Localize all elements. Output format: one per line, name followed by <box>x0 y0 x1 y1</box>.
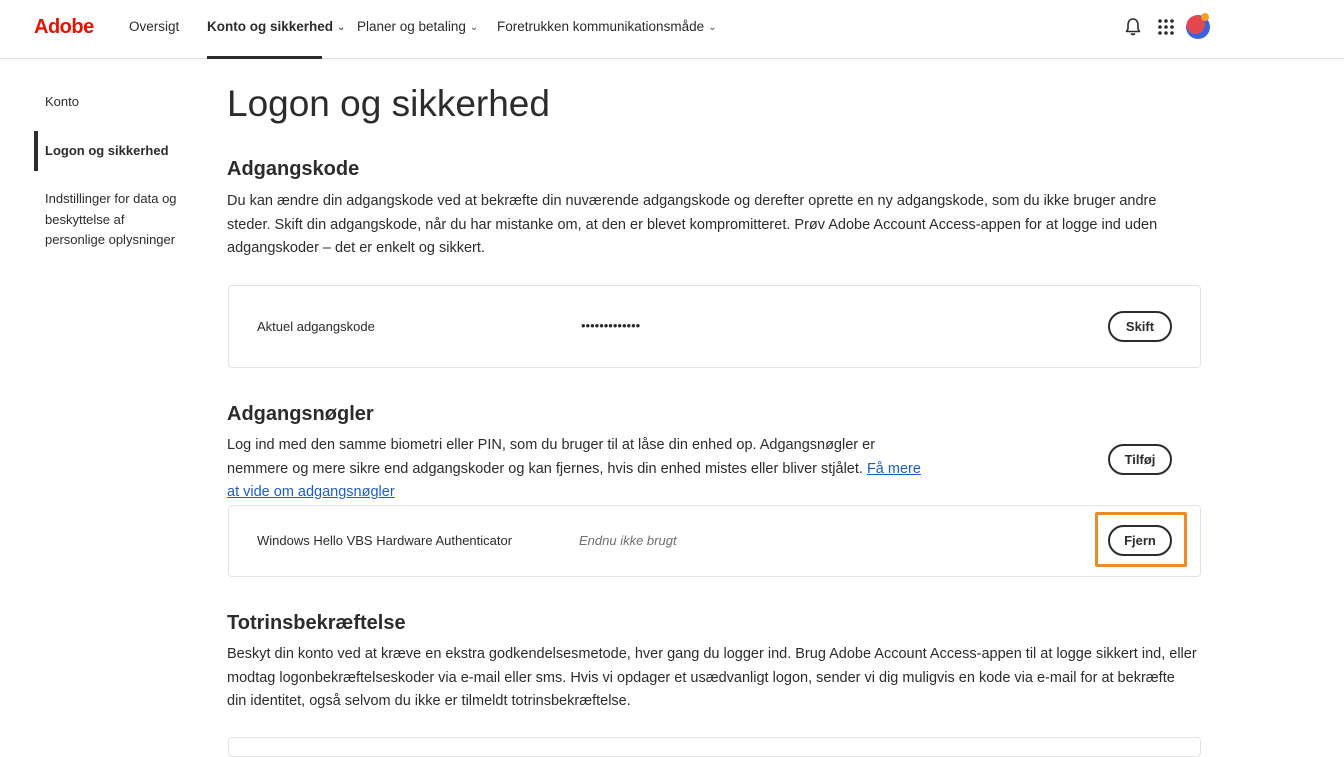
passkey-device-name: Windows Hello VBS Hardware Authenticator <box>257 533 513 548</box>
bell-icon[interactable] <box>1122 16 1144 38</box>
nav-item-konto-og-sikkerhed[interactable] <box>207 19 345 34</box>
two-factor-card <box>228 737 1201 757</box>
passkeys-heading: Adgangsnøgler <box>227 403 374 425</box>
nav-item-label: Konto og sikkerhed <box>207 19 334 34</box>
passkey-device-status: Endnu ikke brugt <box>579 533 677 548</box>
sidebar-active-indicator <box>34 131 38 171</box>
nav-item-foretrukken-kommunikationsmade[interactable] <box>497 19 716 34</box>
notification-dot <box>1201 13 1209 21</box>
passkeys-description <box>227 434 927 505</box>
current-password-value: ••••••••••••• <box>581 318 641 333</box>
chevron-down-icon: ⌄ <box>337 22 346 33</box>
nav-item-label: Planer og betaling <box>357 19 466 34</box>
nav-item-planer-og-betaling[interactable] <box>357 19 478 34</box>
chevron-down-icon: ⌄ <box>708 22 717 33</box>
active-nav-indicator <box>207 56 322 59</box>
adobe-logo[interactable]: Adobe <box>34 16 94 38</box>
sidebar-item-data-privacy[interactable]: Indstillinger for data og beskyttelse af personlige oplysninger <box>45 191 177 247</box>
top-navigation <box>0 0 1344 59</box>
app-grid-icon[interactable] <box>1155 16 1177 38</box>
current-password-label: Aktuel adgangskode <box>257 319 375 334</box>
two-factor-heading: Totrinsbekræftelse <box>227 612 406 634</box>
nav-item-label: Oversigt <box>129 19 180 34</box>
nav-item-label: Foretrukken kommunikationsmåde <box>497 19 705 34</box>
password-description: Du kan ændre din adgangskode ved at bekræfte din nuværende adgangskode og derefter oprette en ny adgangskode, som du ikke bruger andre steder. Skift din adgangskode, når du har mistanke om, at den er blevet kompromitteret. Prøv Adobe Account Access-appen for at logge ind uden adgangskoder – det er enkelt og sikkert. <box>227 193 1158 256</box>
chevron-down-icon: ⌄ <box>469 22 479 33</box>
nav-item-oversigt[interactable] <box>129 19 179 34</box>
password-card <box>228 285 1201 368</box>
passkeys-description-text: Log ind med den samme biometri eller PIN, som du bruger til at låse din enhed op. Adgangsnøgler er nemmere og mere sikre end adgangskoder og kan fjernes, hvis din enhed mistes eller bliver stjålet. <box>227 437 876 477</box>
learn-more-passkeys-link[interactable]: Få mere at vide om adgangsnøgler <box>227 460 921 500</box>
password-heading: Adgangskode <box>227 158 360 180</box>
passkey-card <box>228 505 1201 577</box>
add-passkey-button[interactable]: Tilføj <box>1108 444 1172 475</box>
page-title: Logon og sikkerhed <box>227 83 550 124</box>
sidebar-item-konto[interactable]: Konto <box>45 94 79 109</box>
two-factor-description: Beskyt din konto ved at kræve en ekstra godkendelsesmetode, hver gang du logger ind. Brug Adobe Account Access-appen til at logge sikkert ind, eller modtag logonbekræftelseskoder via e-mail eller sms. Hvis vi opdager et usædvanligt logon, sender vi dig muligvis en kode via e-mail for at bekræfte din identitet, også selvom du ikke er tilmeldt totrinsbekræftelse. <box>227 646 1197 709</box>
remove-passkey-button[interactable]: Fjern <box>1108 525 1172 556</box>
change-password-button[interactable]: Skift <box>1108 311 1172 342</box>
sidebar-item-logon-og-sikkerhed[interactable]: Logon og sikkerhed <box>45 143 169 158</box>
